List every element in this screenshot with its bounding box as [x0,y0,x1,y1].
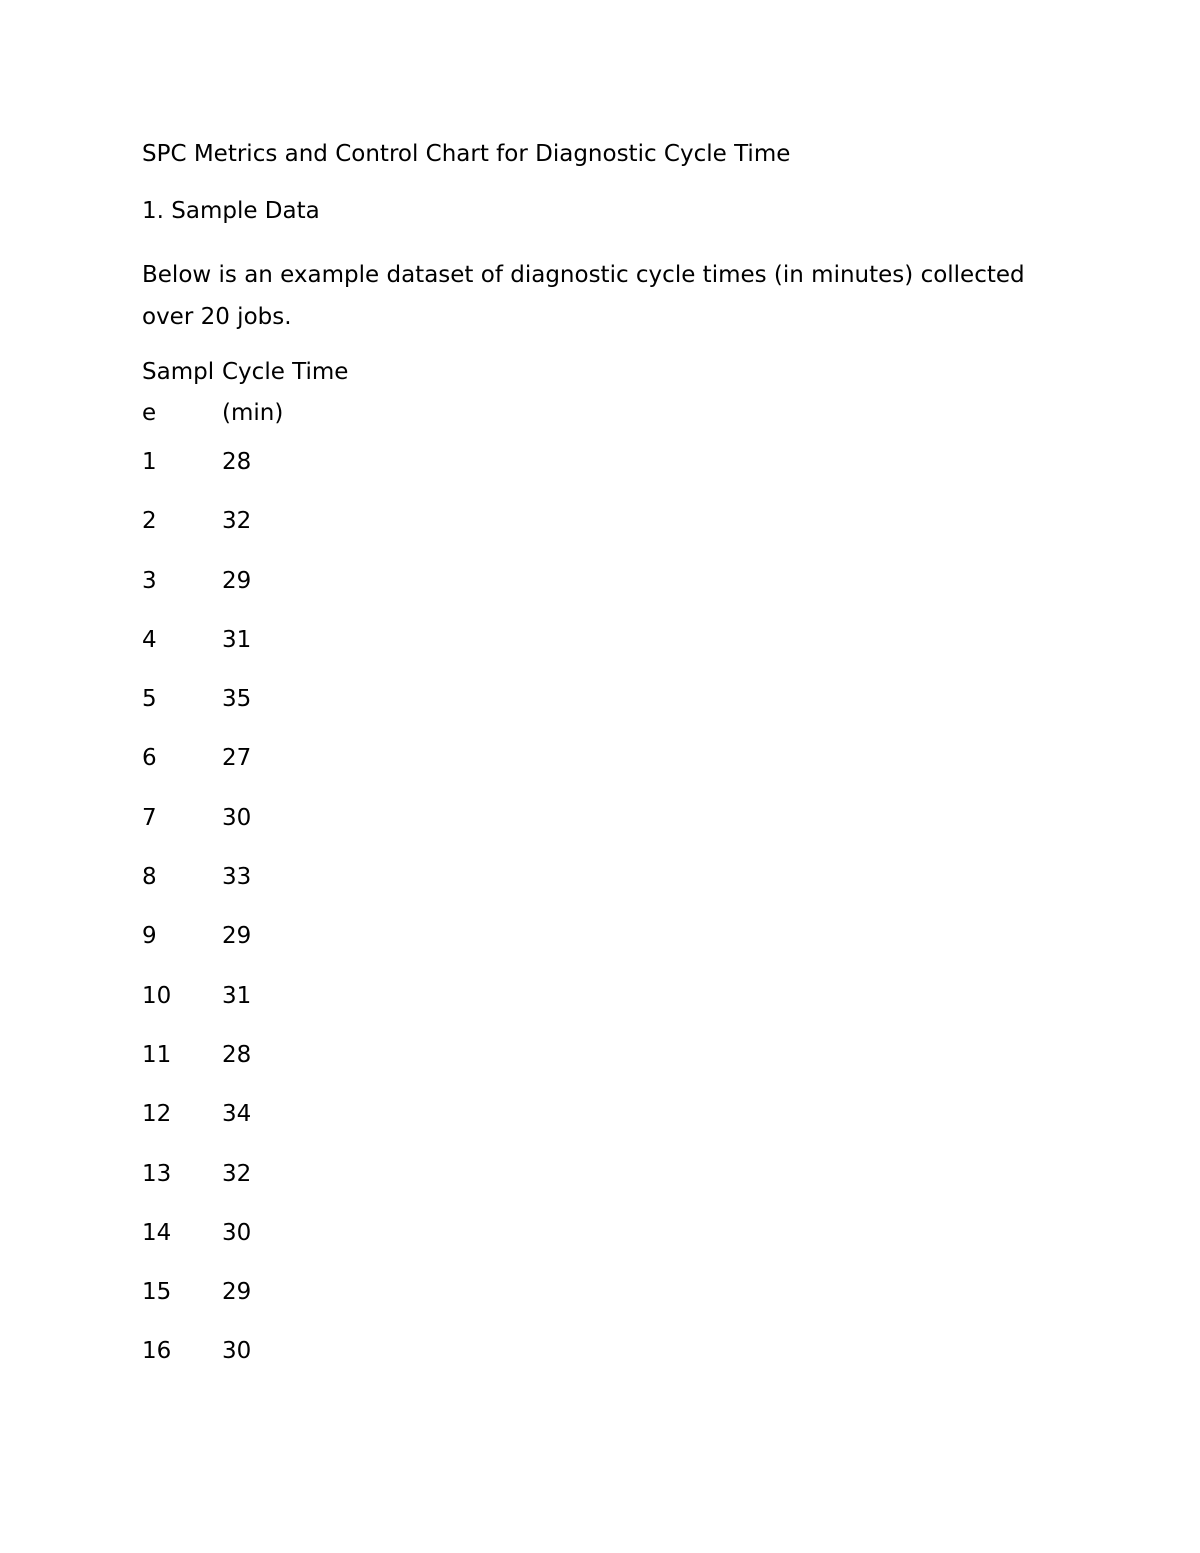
table-row [142,506,392,565]
table-row [142,1218,392,1277]
cell-cycle-time: 29 [222,923,252,950]
cell-sample: 10 [142,982,172,1009]
cell-cycle-time: 32 [222,508,252,535]
table-body [142,447,392,1396]
cell-cycle-time: 30 [222,804,252,831]
document-title: SPC Metrics and Control Chart for Diagnostic Cycle Time [142,141,791,167]
table-header [142,352,392,447]
sample-data-table [142,352,392,1396]
cell-sample: 2 [142,508,157,535]
cell-sample: 4 [142,626,157,653]
table-row [142,447,392,506]
cell-sample: 8 [142,864,157,891]
cell-cycle-time: 29 [222,567,252,594]
cell-cycle-time: 33 [222,864,252,891]
header-cycle-time-label: Cycle Time (min) [222,359,349,426]
cell-cycle-time: 30 [222,1338,252,1365]
cell-sample: 5 [142,686,157,713]
cell-cycle-time: 29 [222,1279,252,1306]
cell-sample: 7 [142,804,157,831]
table-row [142,1099,392,1158]
cell-sample: 11 [142,1041,172,1068]
table-row [142,1040,392,1099]
intro-paragraph: Below is an example dataset of diagnostic cycle times (in minutes) collected over 20 jobs. [142,262,1025,330]
header-cycle-time [222,352,392,447]
table-header-row [142,352,392,447]
table-row [142,625,392,684]
table-row [142,1277,392,1336]
cell-cycle-time: 31 [222,626,252,653]
cell-cycle-time: 31 [222,982,252,1009]
cell-cycle-time: 35 [222,686,252,713]
table-row [142,684,392,743]
cell-cycle-time: 27 [222,745,252,772]
cell-sample: 12 [142,1101,172,1128]
table-row [142,1159,392,1218]
cell-sample: 1 [142,449,157,475]
table-row [142,981,392,1040]
table-row [142,566,392,625]
cell-sample: 14 [142,1219,172,1246]
cell-cycle-time: 28 [222,449,252,475]
table-row [142,803,392,862]
table-row [142,743,392,802]
header-sample [142,352,222,447]
table-row [142,1336,392,1395]
header-sample-label: Sample [142,359,215,426]
cell-sample: 6 [142,745,157,772]
cell-sample: 16 [142,1338,172,1365]
cell-sample: 3 [142,567,157,594]
cell-sample: 13 [142,1160,172,1187]
cell-cycle-time: 34 [222,1101,252,1128]
section-heading: 1. Sample Data [142,198,320,224]
table-row [142,862,392,921]
cell-cycle-time: 28 [222,1041,252,1068]
cell-cycle-time: 32 [222,1160,252,1187]
cell-sample: 9 [142,923,157,950]
table-row [142,921,392,980]
cell-cycle-time: 30 [222,1219,252,1246]
cell-sample: 15 [142,1279,172,1306]
